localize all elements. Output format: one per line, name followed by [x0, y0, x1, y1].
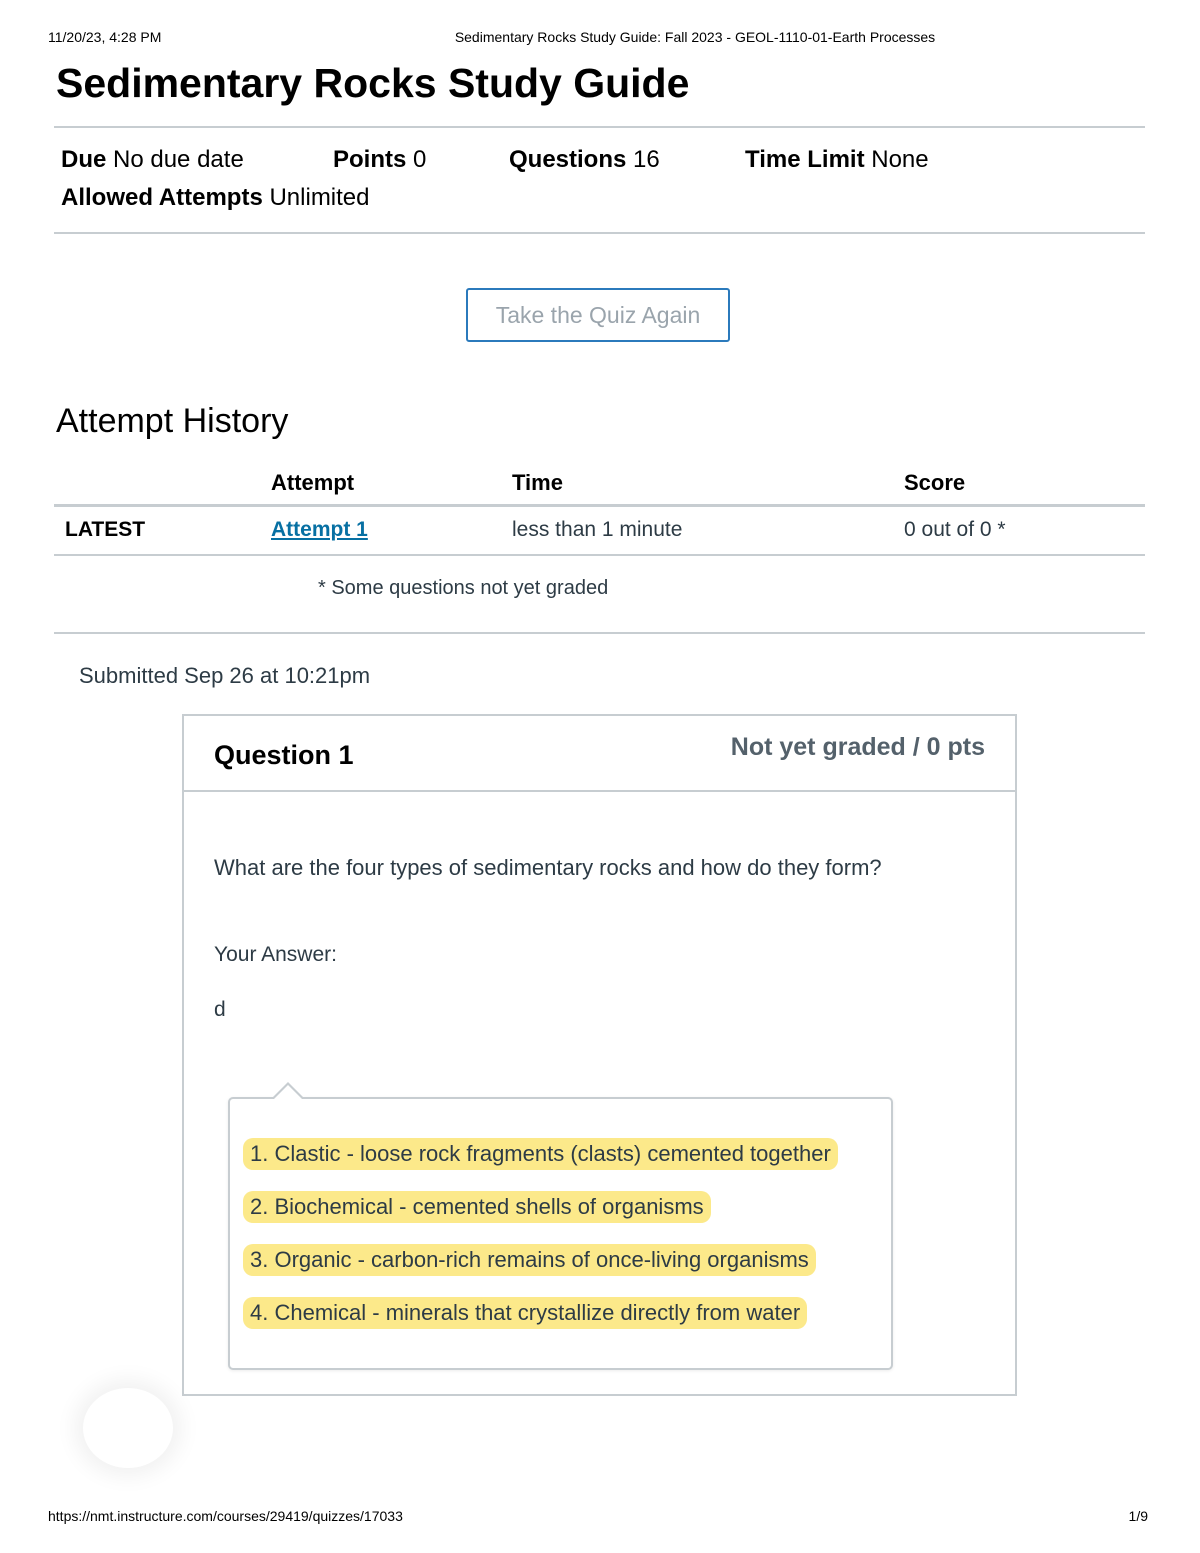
attempt-score: 0 out of 0 * [904, 518, 1006, 541]
comment-line: 3. Organic - carbon-rich remains of once-living organisms [243, 1244, 816, 1276]
your-answer: d [214, 998, 226, 1021]
print-datetime: 11/20/23, 4:28 PM [48, 29, 162, 45]
meta-allowed-attempts-label: Allowed Attempts [61, 184, 263, 211]
meta-points-label: Points [333, 146, 407, 173]
column-header-attempt: Attempt [271, 470, 355, 495]
question-title: Question 1 [214, 740, 354, 770]
column-header-time: Time [512, 470, 563, 495]
question-header [184, 716, 1015, 792]
comment-line: 4. Chemical - minerals that crystallize directly from water [243, 1297, 807, 1329]
attempt-time: less than 1 minute [512, 518, 683, 541]
table-row-divider [54, 554, 1145, 556]
meta-due-value: No due date [113, 146, 244, 173]
meta-time-limit [745, 146, 929, 174]
print-url: https://nmt.instructure.com/courses/29419/quizzes/17033 [48, 1508, 403, 1524]
meta-due [61, 146, 244, 174]
meta-time-limit-value: None [871, 146, 929, 173]
your-answer-label: Your Answer: [214, 943, 337, 966]
meta-due-label: Due [61, 146, 107, 173]
table-header-divider [54, 504, 1145, 507]
divider [54, 126, 1145, 128]
question-points: Not yet graded / 0 pts [730, 733, 985, 761]
divider [54, 232, 1145, 234]
print-doc-title: Sedimentary Rocks Study Guide: Fall 2023 - GEOL-1110-01-Earth Processes [454, 29, 936, 45]
grading-footnote: * Some questions not yet graded [318, 577, 609, 599]
meta-points-value: 0 [413, 146, 427, 173]
latest-tag: LATEST [65, 518, 146, 541]
meta-questions [509, 146, 660, 174]
print-page-number: 1/9 [1128, 1508, 1148, 1524]
take-quiz-again-button[interactable]: Take the Quiz Again [466, 288, 730, 342]
question-text: What are the four types of sedimentary rocks and how do they form? [214, 855, 882, 880]
meta-points [333, 146, 426, 174]
meta-allowed-attempts [61, 184, 370, 212]
comment-line: 2. Biochemical - cemented shells of organisms [243, 1191, 711, 1223]
attempt-history-title: Attempt History [56, 402, 289, 440]
page-title: Sedimentary Rocks Study Guide [56, 60, 690, 106]
attempt-link[interactable]: Attempt 1 [271, 518, 368, 541]
meta-questions-label: Questions [509, 146, 627, 173]
comment-line: 1. Clastic - loose rock fragments (clasts) cemented together [243, 1138, 838, 1170]
floating-bubble[interactable] [83, 1388, 173, 1468]
divider [54, 632, 1145, 634]
meta-allowed-attempts-value: Unlimited [269, 184, 370, 211]
submitted-date: Submitted Sep 26 at 10:21pm [79, 663, 371, 688]
meta-questions-value: 16 [633, 146, 660, 173]
column-header-score: Score [904, 470, 966, 495]
meta-time-limit-label: Time Limit [745, 146, 865, 173]
